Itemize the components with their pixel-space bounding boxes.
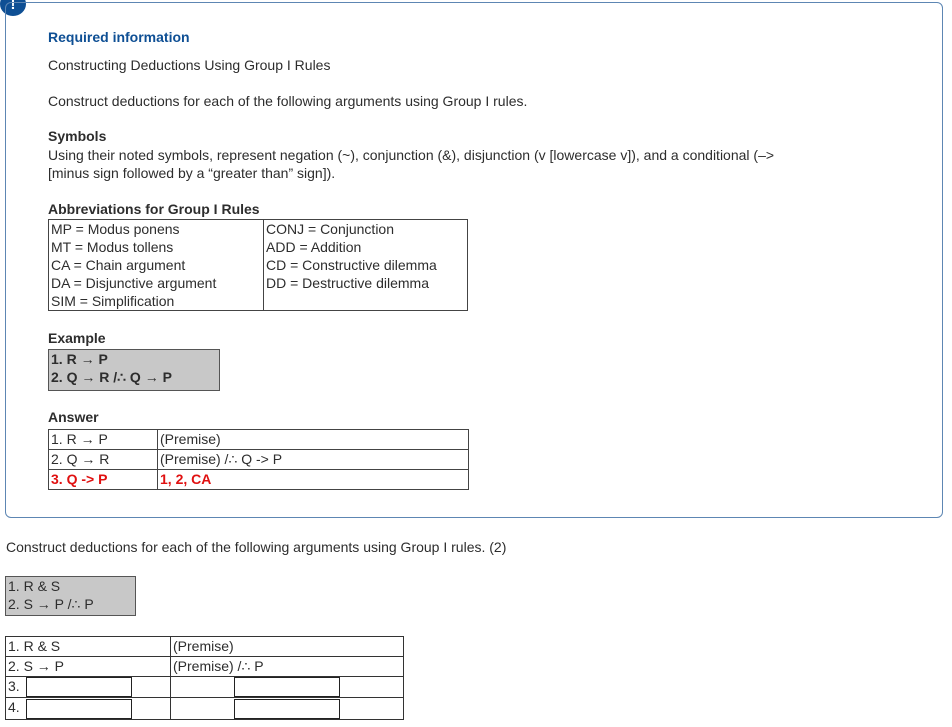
abbreviation-add: ADD = Addition (266, 239, 362, 255)
work-justification-cell (171, 677, 404, 698)
abbreviation-conj: CONJ = Conjunction (266, 221, 395, 237)
work-step-cell (6, 677, 171, 698)
answer-justification: (Premise) /∴ Q -> P (158, 450, 469, 470)
abbreviations-right-column (264, 220, 468, 311)
table-row (49, 470, 469, 490)
symbols-line-2: [minus sign followed by a “greater than” sign]). (48, 165, 336, 181)
step-4-statement-input[interactable] (26, 699, 132, 719)
abbreviation-mt: MT = Modus tollens (51, 239, 174, 255)
step-3-justification-input[interactable] (234, 677, 340, 697)
table-row (6, 698, 404, 719)
abbreviation-mp: MP = Modus ponens (51, 221, 180, 237)
answer-step-conclusion: 3. Q -> P (49, 470, 158, 490)
abbreviations-table (48, 219, 468, 311)
work-step: 1. R & S (6, 637, 171, 657)
work-step-number: 4. (8, 699, 20, 716)
alert-icon: ! (0, 0, 26, 16)
work-step: 2. S → P (6, 657, 171, 677)
example-line-2: 2. Q → R /∴ Q → P (51, 369, 172, 385)
abbreviation-cd: CD = Constructive dilemma (266, 257, 437, 273)
abbreviations-heading: Abbreviations for Group I Rules (48, 201, 260, 217)
abbreviation-sim: SIM = Simplification (51, 293, 175, 309)
section-subtitle: Constructing Deductions Using Group I Rules (48, 57, 331, 73)
work-step-number: 3. (8, 678, 20, 694)
question-instruction: Construct deductions for each of the following arguments using Group I rules. (2) (6, 539, 507, 555)
work-step-cell (6, 698, 171, 719)
step-3-statement-input[interactable] (26, 677, 132, 697)
abbreviation-da: DA = Disjunctive argument (51, 275, 217, 291)
abbreviations-left-column (49, 220, 264, 311)
symbols-heading: Symbols (48, 128, 107, 144)
abbreviation-dd: DD = Destructive dilemma (266, 275, 429, 291)
question-argument-box (5, 576, 136, 616)
work-justification: (Premise) (171, 637, 404, 657)
answer-justification: (Premise) (158, 430, 469, 450)
example-argument-box (48, 349, 220, 391)
table-row (6, 657, 404, 677)
step-4-justification-input[interactable] (234, 699, 340, 719)
deduction-work-table (5, 636, 404, 720)
instruction-text: Construct deductions for each of the following arguments using Group I rules. (48, 93, 528, 109)
argument-line-2: 2. S → P /∴ P (8, 596, 94, 612)
example-heading: Example (48, 330, 106, 346)
work-justification-cell (171, 698, 404, 719)
answer-step: 2. Q → R (49, 450, 158, 470)
abbreviation-ca: CA = Chain argument (51, 257, 186, 273)
answer-table (48, 429, 469, 490)
example-line-1: 1. R → P (51, 351, 108, 367)
table-row (49, 450, 469, 470)
table-row (6, 637, 404, 657)
table-row (6, 677, 404, 698)
argument-line-1: 1. R & S (8, 578, 61, 594)
answer-heading: Answer (48, 409, 99, 425)
answer-justification-conclusion: 1, 2, CA (158, 470, 469, 490)
required-information-title: Required information (48, 29, 190, 45)
answer-step: 1. R → P (49, 430, 158, 450)
work-justification: (Premise) /∴ P (171, 657, 404, 677)
symbols-line-1: Using their noted symbols, represent negation (~), conjunction (&), disjunction (v [lowercase v]), and a conditional (–> (48, 147, 775, 163)
table-row (49, 430, 469, 450)
